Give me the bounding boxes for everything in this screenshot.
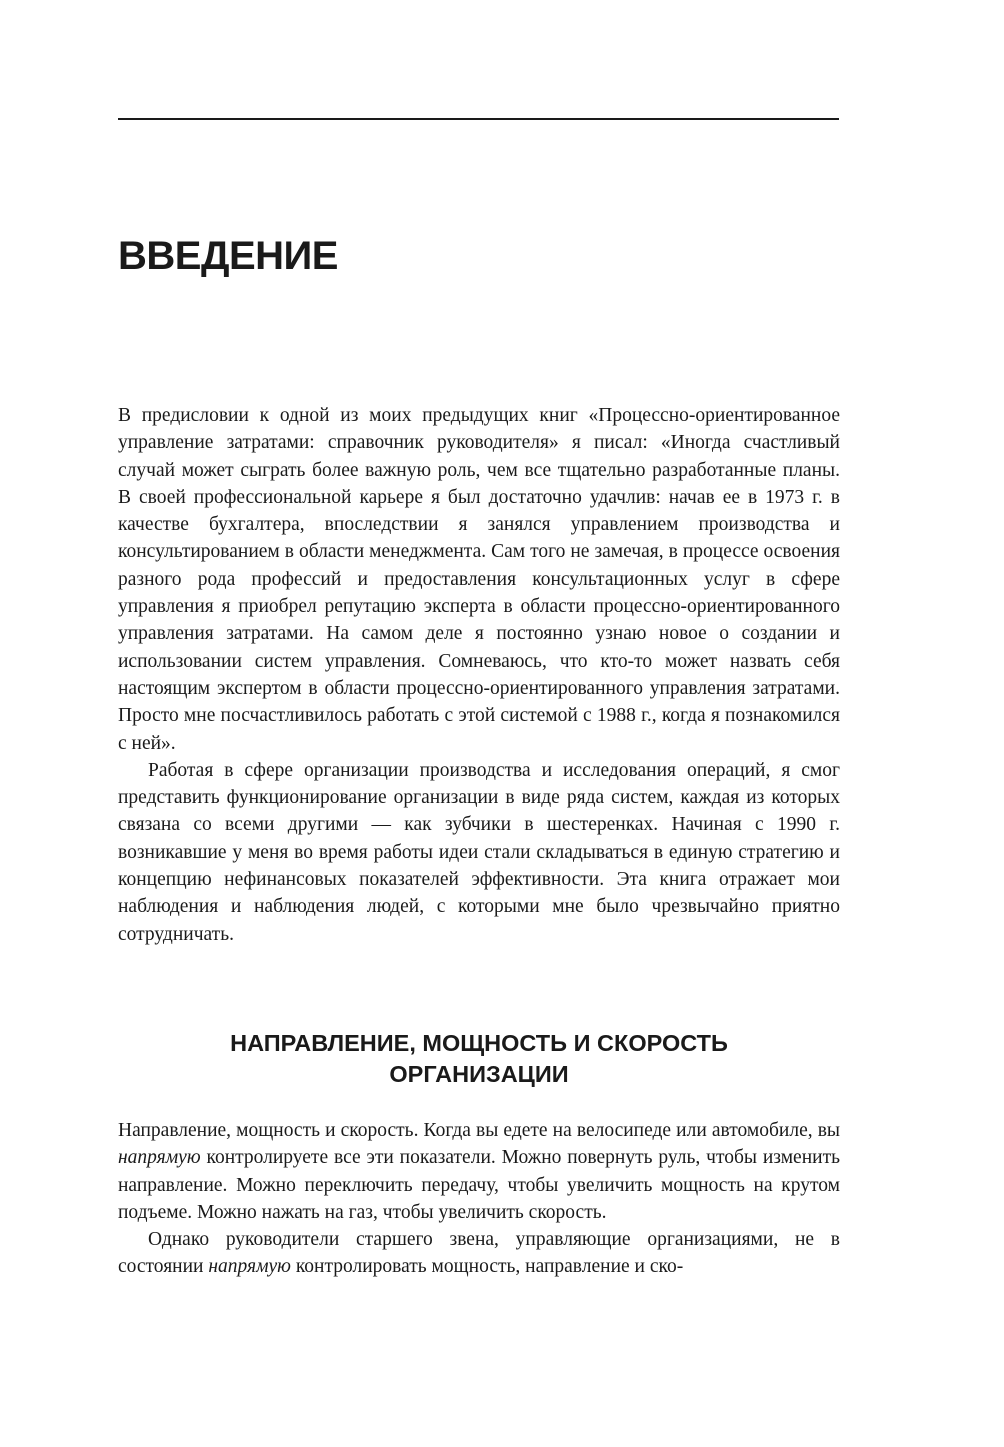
section-paragraph-2-end: контролировать мощность, направление и ско-: [290, 1256, 684, 1278]
intro-paragraph-2: Работая в сфере организации производства и исследования операций, я смог представить функционирование организации в виде ряда систем, каждая из которых связана со всеми другими — как зубчики в шестеренках. Начиная с 1990 г. возникавшие у меня во время работы идеи стали складываться в единую стратегию и концепцию нефинансовых показателей эффективности. Эта книга отражает мои наблюдения и наблюдения людей, с которыми мне было чрезвычайно приятно сотрудничать.: [118, 759, 840, 945]
section-paragraph-1-start: Направление, мощность и скорость. Когда вы едете на велосипеде или автомобиле, вы: [118, 1120, 840, 1141]
section-heading-line-1: НАПРАВЛЕНИЕ, МОЩНОСТЬ И СКОРОСТЬ: [230, 1030, 728, 1056]
section-heading: [118, 1028, 840, 1090]
section-paragraph-1: [118, 1117, 840, 1226]
section-paragraph-1-emphasis: напрямую: [118, 1147, 201, 1169]
section-paragraph-2: [118, 1226, 840, 1281]
chapter-title: ВВЕДЕНИЕ: [118, 234, 338, 278]
section-text: [118, 1117, 840, 1281]
section-paragraph-1-end: контролируете все эти показатели. Можно повернуть руль, чтобы изменить направление. Можно переключить передачу, чтобы увеличить мощность на крутом подъеме. Можно нажать на газ, чтобы увеличить скорость.: [118, 1147, 840, 1223]
intro-text: [118, 402, 840, 948]
section-paragraph-2-emphasis: напрямую: [208, 1256, 291, 1278]
top-rule: [118, 118, 839, 120]
intro-paragraph-1: В предисловии к одной из моих предыдущих книг «Процессно-ориентированное управление затратами: справочник руководителя» я писал: «Иногда счастливый случай может сыграть более важную роль, чем все тщательно разработанные планы. В своей профессиональной карьере я был достаточно удачлив: начав ее в 1973 г. в качестве бухгалтера, впоследствии я занялся управлением производства и консультированием в области менеджмента. Сам того не замечая, в процессе освоения разного рода профессий и предоставления консультационных услуг в сфере управления я приобрел репутацию эксперта в области процессно-ориентированного управления затратами. На самом деле я постоянно узнаю новое о создании и использовании систем управления. Сомневаюсь, что кто-то может назвать себя настоящим экспертом в области процессно-ориентированного управления затратами. Просто мне посчастливилось работать с этой системой с 1988 г., когда я познакомился с ней».: [118, 405, 840, 754]
section-paragraph-2-start: Однако руководители старшего звена, управляющие организациями, не в состоянии: [118, 1229, 840, 1278]
section-heading-line-2: ОРГАНИЗАЦИИ: [389, 1061, 569, 1087]
